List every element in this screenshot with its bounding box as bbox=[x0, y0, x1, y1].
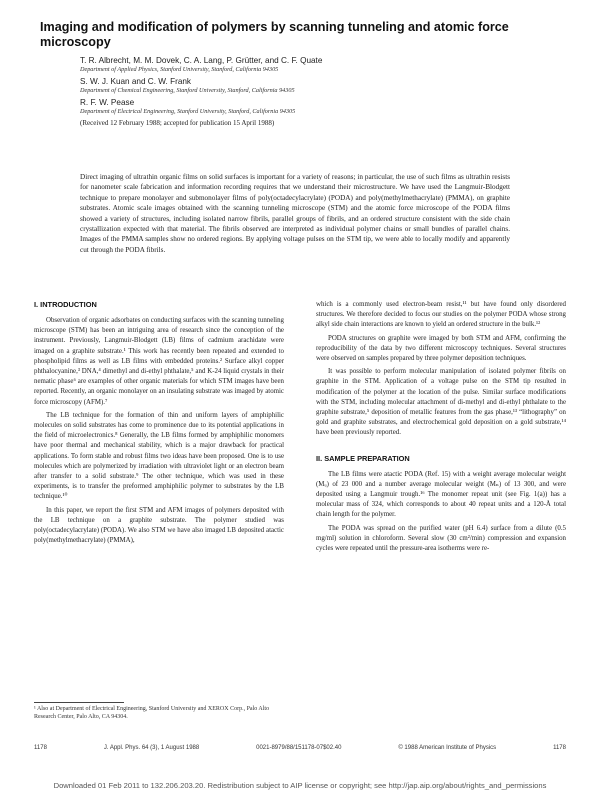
author-group-1: T. R. Albrecht, M. M. Dovek, C. A. Lang, P. Grütter, and C. F. Quate bbox=[80, 56, 323, 65]
affiliation-1: Department of Applied Physics, Stanford University, Stanford, California 94305 bbox=[80, 66, 279, 73]
sample-paragraph-2: The PODA was spread on the purified water (pH 6.4) surface from a dilute (0.5 mg/ml) solution in chloroform. Several slow (30 cm²/min) compression and expansion cycles were repeated until the pressure-area isotherms were re- bbox=[316, 524, 566, 553]
footer-code: 0021-8979/88/151178-07$02.40 bbox=[256, 745, 342, 751]
footer-copyright: © 1988 American Institute of Physics bbox=[398, 745, 497, 751]
author-group-2: S. W. J. Kuan and C. W. Frank bbox=[80, 77, 192, 86]
footer-page-right: 1178 bbox=[553, 745, 566, 751]
footnote-divider bbox=[34, 702, 124, 703]
right-paragraph-3: It was possible to perform molecular manipulation of isolated polymer fibrils on graphite in the STM. Application of a voltage pulse on the STM tip resulted in modification of the polymer at the location of the pulse. Similar surface modifications with the STM, including molecular attachment of di-methyl and di-ethyl phthalate to the graphite substrate,⁵ deposition of metallic features from the gas phase,¹³ “lithography” on gold and graphite substrates, and electrochemical gold deposition on a gold substrate,¹⁴ have been previously reported. bbox=[316, 368, 566, 437]
page-footer bbox=[34, 744, 566, 752]
authors-block bbox=[80, 56, 550, 128]
right-paragraph-2: PODA structures on graphite were imaged by both STM and AFM, confirming the reproducibility of the data by two different microscopy techniques. Several structures were observed on samples prepared by three polymer deposition techniques. bbox=[316, 334, 566, 363]
footnote: ¹ Also at Department of Electrical Engineering, Stanford University and XEROX Corp., Palo Alto Research Center, Palo Alto, CA 94304. bbox=[34, 706, 270, 720]
sample-paragraph-1: The LB films were atactic PODA (Ref. 15) with a weight average molecular weight (Mᵤ) of 23 000 and a number average molecular weight (Mₙ) of 13 300, and were deposited using a Langmuir trough.¹⁶ The monomer repeat unit (see Fig. 1(a)) has a molecular mass of 324, which corresponds to about 40 repeat units and a 120-Å total chain length for the polymer. bbox=[316, 470, 566, 519]
paper-title: Imaging and modification of polymers by scanning tunneling and atomic force microscopy bbox=[40, 20, 509, 49]
download-notice[interactable]: Downloaded 01 Feb 2011 to 132.206.203.20. Redistribution subject to AIP license or copyright; see http://jap.aip.org/about/rights_and_permissions bbox=[53, 781, 547, 790]
author-group-3: R. F. W. Pease bbox=[80, 98, 135, 107]
left-column bbox=[34, 300, 284, 549]
footer-journal: J. Appl. Phys. 64 (3), 1 August 1988 bbox=[103, 745, 200, 751]
right-column bbox=[316, 300, 566, 557]
right-paragraph-1: which is a commonly used electron-beam resist,¹¹ but have found only disordered structures. We therefore decided to focus our studies on the polymer PODA whose strong alkyl side chain interactions are known to yield an ordered structure in the bulk.¹² bbox=[316, 301, 566, 329]
affiliation-3: Department of Electrical Engineering, Stanford University, Stanford, California 94305 bbox=[80, 108, 296, 115]
intro-paragraph-1: Observation of organic adsorbates on conducting surfaces with the scanning tunneling microscope (STM) has been an intriguing area of research since the conception of the instrument. Previously, Langmuir-Blodgett (LB) films of cadmium arachidate were imaged on a graphite substrate.¹ This work has recently been repeated and extended to phospholipid films as well as LB films with embedded proteins.² Surface alkyl copper phthalocyanine,³ DNA,⁴ dimethyl and di-ethyl phthalate,⁵ and K-24 liquid crystals in their nematic phase⁶ are examples of other organic materials for which STM images have been reported. Recently, an organic monolayer on an insulating substrate was imaged by atomic force microscopy (AFM).⁷ bbox=[34, 317, 284, 406]
received-date: (Received 12 February 1988; accepted for publication 15 April 1988) bbox=[80, 119, 275, 127]
intro-paragraph-3: In this paper, we report the first STM and AFM images of polymers deposited with the LB technique on a graphite substrate. The polymer studied was poly(octadecylacrylate) (PODA). We also STM we have also imaged LB deposited atactic poly(methylmethacrylate) (PMMA), bbox=[34, 506, 284, 545]
section-heading-introduction: I. INTRODUCTION bbox=[34, 300, 97, 309]
abstract: Direct imaging of ultrathin organic films on solid surfaces is important for a variety of reasons; in particular, the use of such films as ultrathin resists for nanometer scale fabrication and information recording requires that we understand their microstructure. We have used the Langmuir-Blodgett technique to prepare monolayer and submonolayer films of poly(octadecylacrylate) (PODA) and poly(methylmethacrylate) (PMMA), on graphite substrates. Atomic scale images obtained with the scanning tunneling microscope (STM) and the atomic force microscope of the PODA films showed a variety of structures, including isolated narrow fibrils, parallel groups of fibrils, and an ordered structure consistent with the side chain crystallization expected with that material. The fibrils observed are interpreted as individual polymer chains or small bundles of parallel chains. Images of the PMMA samples show no ordered regions. By applying voltage pulses on the STM tip, we were able to locally modify and apparently cut through the PODA fibrils. bbox=[80, 173, 510, 254]
section-heading-sample-preparation: II. SAMPLE PREPARATION bbox=[316, 453, 410, 463]
footer-page-left: 1178 bbox=[34, 745, 47, 751]
intro-paragraph-2: The LB technique for the formation of thin and uniform layers of amphiphilic molecules on solid substrates has come to prominence due to its potential applications in the field of microelectronics.⁸ Generally, the LB films formed by amphiphilic monomers have poor thermal and mechanical stability, which is a major drawback for practical applications. To form stable and robust films two ideas have been proposed. One is to use molecules which are polymerized by irradiation with ultraviolet light or an electron beam after transfer to a solid substrate.⁹ The other technique, which was used in these experiments, is to transfer the preformed amphiphilic polymer to substrates by the LB technique.¹⁰ bbox=[34, 411, 284, 501]
affiliation-2: Department of Chemical Engineering, Stanford University, Stanford, California 94305 bbox=[80, 87, 295, 94]
